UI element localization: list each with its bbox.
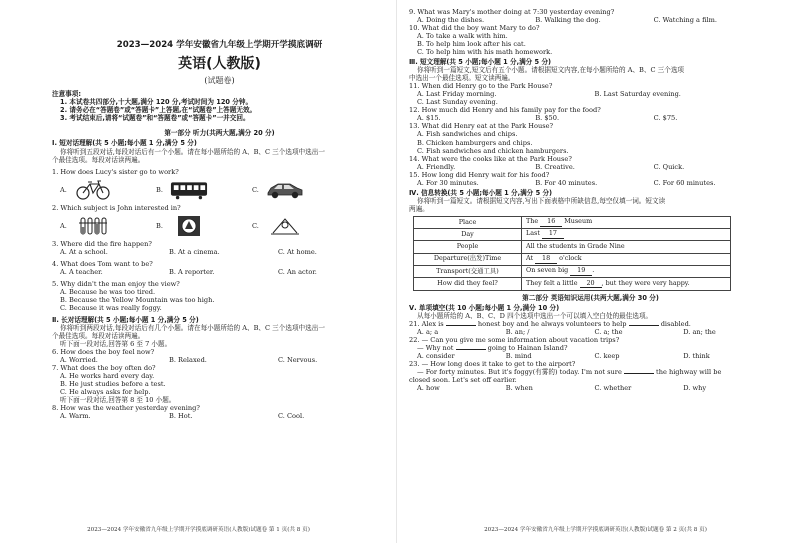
option-c: C. Fish sandwiches and chicken hamburgers. — [417, 146, 569, 155]
option-b: B. mind — [505, 351, 532, 360]
text-segment: — Why not — [417, 343, 456, 352]
option-b: B. At a cinema. — [169, 247, 220, 256]
answer-blank-18[interactable]: 18 — [535, 255, 557, 264]
question-3-text: 3. Where did the fire happen? — [52, 239, 152, 248]
answer-blank-19[interactable]: 19 — [570, 267, 592, 276]
question-3-options — [52, 248, 387, 256]
section-1-heading: Ⅰ. 短对话理解(共 5 小题;每小题 1 分,满分 5 分) — [52, 139, 197, 148]
question-9-options — [409, 16, 772, 24]
page-two — [397, 0, 794, 543]
table-row — [414, 229, 731, 241]
question-11-text: 11. When did Henry go to the Park House? — [409, 82, 553, 91]
question-2 — [52, 204, 387, 237]
question-22-line-2 — [409, 344, 772, 352]
question-10 — [409, 24, 772, 56]
question-2-options — [52, 215, 387, 237]
table-key: Transport(交通工具) — [414, 265, 522, 277]
option-a: A. consider — [417, 351, 455, 360]
option-a: A. Friendly. — [417, 162, 456, 171]
question-21-text — [409, 320, 772, 328]
option-c: C. Cool. — [278, 412, 305, 421]
text-segment: 21. Alex is — [409, 319, 446, 328]
notice-2: 2. 请务必在“答题卷”或“答题卡”上答题,在“试题卷”上答题无效。 — [60, 106, 257, 115]
question-1-options — [52, 179, 387, 201]
exam-subject: 英语(人教版) — [178, 56, 261, 73]
option-a-label: A. — [60, 185, 67, 194]
notice-heading: 注意事项: — [52, 90, 82, 99]
question-23-line-1: 23. — How long does it take to get to the airport? — [409, 359, 576, 368]
table-row — [414, 241, 731, 253]
table-value — [522, 216, 731, 228]
question-12-options — [409, 114, 772, 122]
option-a: A. Last Friday morning. — [417, 90, 497, 99]
question-2-text: 2. Which subject is John interested in? — [52, 203, 181, 212]
text-segment: disabled. — [658, 319, 691, 328]
option-b: B. an; / — [505, 327, 530, 336]
value-prefix: Last — [526, 229, 542, 238]
answer-blank[interactable] — [629, 325, 659, 326]
option-a-label: A. — [60, 221, 67, 230]
question-10-text: 10. What did the boy want Mary to do? — [409, 24, 540, 33]
value-suffix: . — [592, 266, 595, 275]
question-23-line-2 — [409, 368, 772, 376]
table-value — [522, 241, 731, 253]
question-8-text: 8. How was the weather yesterday evening? — [52, 404, 200, 413]
question-11-options-ab — [409, 90, 772, 98]
option-a: A. a; a — [417, 327, 439, 336]
option-c: C. whether — [594, 383, 632, 392]
question-22-line-1: 22. — Can you give me some information about vacation trips? — [409, 335, 620, 344]
option-b: B. For 40 minutes. — [535, 178, 598, 187]
answer-blank-17[interactable]: 17 — [542, 230, 564, 239]
option-a: A. For 30 minutes. — [417, 178, 479, 187]
table-row — [414, 278, 731, 290]
question-12 — [409, 106, 772, 122]
bicycle-icon — [74, 179, 112, 201]
option-c: C. He always asks for help. — [60, 388, 151, 397]
table-key: Place — [414, 216, 522, 228]
question-14 — [409, 155, 772, 171]
section-2-heading: Ⅱ. 长对话理解(共 5 小题;每小题 1 分,满分 5 分) — [52, 315, 199, 324]
section-5-heading: Ⅴ. 单项填空(共 10 小题;每小题 1 分,满分 10 分) — [409, 303, 560, 312]
question-21-options — [409, 328, 772, 336]
dialog-1-note: 听下面一段对话,回答第 6 至 7 小题。 — [60, 339, 172, 348]
section-3-desc-1: 你将听到一篇短文,短文后有五个小题。请根据短文内容,在每小题所给的 A、B、C 三个选项 — [417, 66, 685, 75]
option-c: C. a; the — [594, 327, 623, 336]
value-prefix: They felt a little — [526, 278, 580, 287]
question-7 — [52, 364, 387, 396]
section-4-desc-1: 你将听到一篇短文。请根据短文内容,写出下面表格中所缺信息,每空仅填一词。短文读 — [417, 196, 666, 205]
option-b: B. Creative. — [535, 162, 575, 171]
table-key: Day — [414, 229, 522, 241]
option-c: C. Nervous. — [278, 356, 318, 365]
option-b: B. To help him look after his cat. — [417, 40, 526, 49]
question-13 — [409, 122, 772, 154]
option-a: A. To take a walk with him. — [417, 32, 508, 41]
exam-title: 2023—2024 学年安徽省九年级上学期开学摸底调研 — [116, 40, 323, 50]
answer-blank[interactable] — [456, 349, 486, 350]
question-22 — [409, 336, 772, 360]
question-15-options — [409, 179, 772, 187]
part-two-heading: 第二部分 英语知识运用(共两大题,满分 30 分) — [522, 293, 659, 302]
option-a: A. $15. — [417, 114, 441, 123]
question-14-text: 14. What were the cooks like at the Park House? — [409, 154, 572, 163]
option-c: C. For 60 minutes. — [653, 178, 716, 187]
table-row — [414, 253, 731, 265]
value-text: All the students in Grade Nine — [526, 242, 625, 251]
answer-blank-20[interactable]: 20 — [580, 280, 602, 289]
text-segment: the highway will be — [653, 367, 722, 376]
question-13-text: 13. What did Henry eat at the Park House? — [409, 122, 554, 131]
option-a: A. A teacher. — [60, 267, 103, 276]
info-table — [413, 216, 731, 291]
table-value — [522, 253, 731, 265]
option-b: B. Hot. — [169, 412, 193, 421]
question-8-options — [52, 412, 387, 420]
value-suffix: , but they were very happy. — [601, 278, 690, 287]
test-tubes-icon — [74, 215, 112, 237]
section-2-desc-2: 个最佳选项。每段对话读两遍。 — [52, 331, 145, 340]
page-two-footer: 2023—2024 学年安徽省九年级上学期开学摸底调研英语(人教版)试题卷 第 2 页(共 8 页) — [484, 527, 707, 534]
option-a: A. how — [417, 383, 440, 392]
notice-3: 3. 考试结束后,请将“试题卷”和“答题卷”或“答题卡”一并交回。 — [60, 114, 250, 123]
table-row — [414, 216, 731, 228]
option-d: D. an; the — [683, 327, 716, 336]
question-9-text: 9. What was Mary's mother doing at 7:30 yesterday evening? — [409, 8, 615, 16]
option-c: C. Quick. — [653, 162, 685, 171]
option-b: B. A reporter. — [169, 267, 215, 276]
car-icon — [266, 179, 304, 201]
question-5-text: 5. Why didn't the man enjoy the view? — [52, 279, 180, 288]
option-a: A. Fish sandwiches and chips. — [417, 130, 518, 139]
question-15-text: 15. How long did Henry wait for his food? — [409, 170, 550, 179]
option-b-label: B. — [156, 185, 163, 194]
option-a: A. He works hard every day. — [60, 372, 155, 381]
question-1 — [52, 168, 387, 201]
answer-blank[interactable] — [624, 373, 654, 374]
option-b-label: B. — [156, 221, 163, 230]
text-segment: going to Hainan Island? — [485, 343, 568, 352]
table-value — [522, 265, 731, 277]
question-1-text: 1. How does Lucy's sister go to work? — [52, 167, 179, 176]
question-14-options — [409, 163, 772, 171]
question-11 — [409, 82, 772, 106]
option-c: C. An actor. — [278, 267, 317, 276]
option-c: C. $75. — [653, 114, 678, 123]
question-6-options — [52, 356, 387, 364]
option-d: D. why — [683, 383, 707, 392]
page-one-footer: 2023—2024 学年安徽省九年级上学期开学摸底调研英语(人教版)试题卷 第 1 页(共 8 页) — [87, 527, 310, 534]
physics-diagram-icon — [266, 215, 304, 237]
question-8 — [52, 404, 387, 420]
question-3 — [52, 240, 387, 256]
answer-blank[interactable] — [446, 325, 476, 326]
question-23-line-3: closed soon. Let's set off earlier. — [409, 375, 517, 384]
part-one-heading: 第一部分 听力(共两大题,满分 20 分) — [164, 129, 275, 138]
option-b: B. when — [505, 383, 533, 392]
option-c-label: C. — [252, 221, 259, 230]
option-c: C. keep — [594, 351, 620, 360]
history-emblem-icon — [170, 215, 208, 237]
question-12-text: 12. How much did Henry and his family pay for the food? — [409, 106, 601, 115]
question-23 — [409, 360, 772, 392]
question-6 — [52, 348, 387, 364]
option-a: A. Doing the dishes. — [417, 16, 485, 25]
question-5 — [52, 280, 387, 312]
section-4-desc-2: 两遍。 — [409, 204, 429, 213]
dialog-2-note: 听下面一段对话,回答第 8 至 10 小题。 — [60, 396, 176, 405]
option-b: B. Chicken hamburgers and chips. — [417, 138, 533, 147]
section-4-heading: Ⅳ. 信息转换(共 5 小题;每小题 1 分,满分 5 分) — [409, 188, 553, 197]
option-c-label: C. — [252, 185, 259, 194]
table-value — [522, 278, 731, 290]
question-7-text: 7. What does the boy often do? — [52, 364, 156, 373]
section-5-desc: 从每小题所给的 A、B、C、D 四个选项中选出一个可以填入空白处的最佳选项。 — [417, 311, 653, 320]
option-b: B. Last Saturday evening. — [594, 90, 681, 99]
question-22-options — [409, 352, 772, 360]
text-segment: — For forty minutes. But it's foggy(有雾的) today. I'm not sure — [417, 367, 624, 376]
option-a: A. At a school. — [60, 247, 108, 256]
option-c: C. At home. — [278, 247, 317, 256]
table-key: Departure(出发)Time — [414, 253, 522, 265]
question-6-text: 6. How does the boy feel now? — [52, 348, 155, 356]
section-2-desc-1: 你将听到两段对话,每段对话后有几个小题。请在每小题所给的 A、B、C 三个选项中选出一 — [60, 323, 325, 332]
option-b: B. He just studies before a test. — [60, 380, 166, 389]
train-icon — [170, 179, 208, 201]
value-prefix: On seven big — [526, 266, 571, 275]
table-key: People — [414, 241, 522, 253]
section-3-desc-2: 中选出一个最佳选项。短文读两遍。 — [409, 74, 515, 83]
question-4 — [52, 260, 387, 276]
notice-1: 1. 本试卷共四部分,十大题,满分 120 分,考试时间为 120 分钟。 — [60, 98, 253, 107]
option-a: A. Warm. — [60, 412, 91, 421]
value-prefix: At — [526, 253, 536, 262]
option-c: C. Last Sunday evening. — [417, 98, 498, 107]
option-b: B. Relaxed. — [169, 356, 207, 365]
value-prefix: The — [526, 217, 541, 226]
paper-type: (试题卷) — [204, 75, 235, 85]
option-b: B. Because the Yellow Mountain was too high. — [60, 295, 215, 304]
question-9 — [409, 8, 772, 24]
question-23-options — [409, 384, 772, 392]
section-3-heading: Ⅲ. 短文理解(共 5 小题;每小题 1 分,满分 5 分) — [409, 58, 552, 67]
option-a: A. Worried. — [60, 356, 98, 365]
question-4-text: 4. What does Tom want to be? — [52, 259, 153, 268]
table-value — [522, 229, 731, 241]
answer-blank-16[interactable]: 16 — [540, 218, 562, 227]
option-d: D. think — [683, 351, 710, 360]
option-c: C. Watching a film. — [653, 16, 717, 25]
table-key: How did they feel? — [414, 278, 522, 290]
text-segment: honest boy and he always volunteers to help — [475, 319, 629, 328]
option-a: A. Because he was too tired. — [60, 287, 156, 296]
option-b: B. $50. — [535, 114, 560, 123]
question-4-options — [52, 268, 387, 276]
value-suffix: o'clock — [557, 253, 582, 262]
section-1-desc-1: 你将听到五段对话,每段对话后有一个小题。请在每小题所给的 A、B、C 三个选项中选出一 — [60, 147, 325, 156]
option-b: B. Walking the dog. — [535, 16, 601, 25]
table-row — [414, 265, 731, 277]
section-1-desc-2: 个最佳选项。每段对话读两遍。 — [52, 155, 145, 164]
value-suffix: Museum — [562, 217, 593, 226]
option-c: C. To help him with his math homework. — [417, 48, 553, 57]
question-15 — [409, 171, 772, 187]
option-c: C. Because it was really foggy. — [60, 303, 162, 312]
question-21 — [409, 320, 772, 336]
